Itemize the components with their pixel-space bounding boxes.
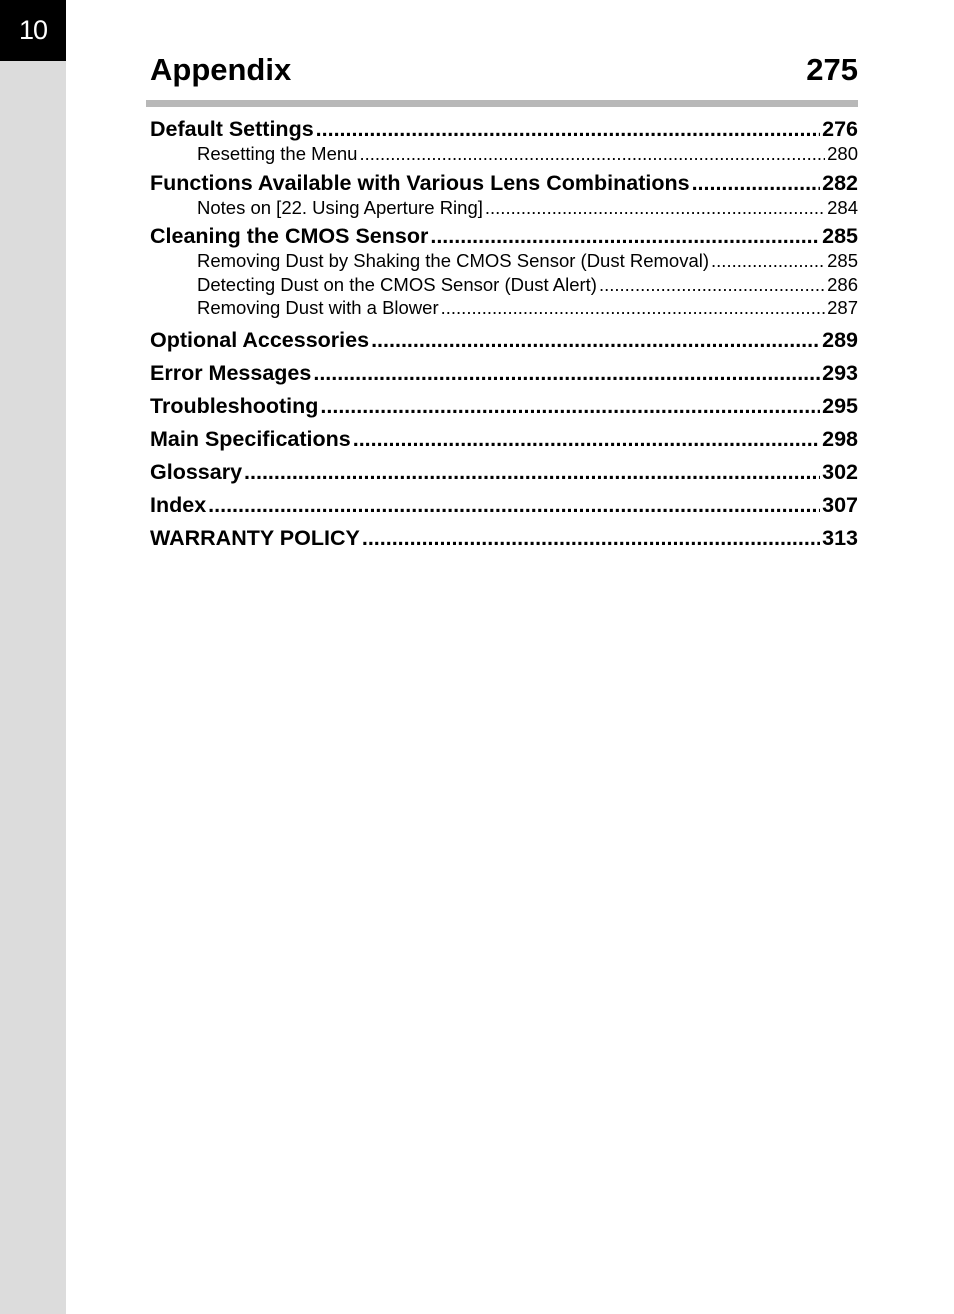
toc-entry-page: 289 <box>822 327 858 352</box>
toc-subentry-label: Removing Dust with a Blower <box>197 297 439 318</box>
toc-subentry-aperture-ring[interactable] <box>150 196 858 220</box>
section-header <box>150 52 858 92</box>
toc-entry-label: Optional Accessories <box>150 327 370 352</box>
toc-subentry-page: 286 <box>827 273 858 295</box>
toc-subentry-dust-removal[interactable] <box>150 249 858 273</box>
toc-entry-glossary[interactable] <box>150 459 858 485</box>
toc-entry-troubleshooting[interactable] <box>150 393 858 419</box>
toc-entry-optional-accessories[interactable] <box>150 327 858 353</box>
toc-subentry-label: Removing Dust by Shaking the CMOS Sensor (Dust Removal) <box>197 250 710 271</box>
dot-leader <box>353 426 820 452</box>
toc-entry-warranty-policy[interactable] <box>150 525 858 551</box>
toc-entry-label: Main Specifications <box>150 426 351 451</box>
toc-entry-label: Index <box>150 492 207 517</box>
dot-leader <box>711 249 825 273</box>
toc-entry-page: 293 <box>822 360 858 385</box>
table-of-contents <box>150 116 858 551</box>
toc-entry-lens-combinations[interactable] <box>150 170 858 196</box>
toc-entry-label: WARRANTY POLICY <box>150 525 360 550</box>
toc-entry-index[interactable] <box>150 492 858 518</box>
dot-leader <box>313 360 820 386</box>
toc-entry-page: 307 <box>822 492 858 517</box>
toc-subentry-label: Resetting the Menu <box>197 143 358 164</box>
toc-entry-label: Error Messages <box>150 360 312 385</box>
dot-leader <box>692 170 821 196</box>
toc-subentry-resetting-menu[interactable] <box>150 142 858 166</box>
dot-leader <box>430 223 820 249</box>
dot-leader <box>208 492 820 518</box>
dot-leader <box>599 273 825 297</box>
toc-entry-label: Troubleshooting <box>150 393 319 418</box>
dot-leader <box>371 327 820 353</box>
dot-leader <box>316 116 820 142</box>
toc-entry-page: 276 <box>822 117 858 141</box>
toc-entry-label: Cleaning the CMOS Sensor <box>150 224 429 248</box>
toc-entry-main-specifications[interactable] <box>150 426 858 452</box>
toc-entry-label: Functions Available with Various Lens Combinations <box>150 170 690 195</box>
toc-entry-page: 313 <box>822 525 858 550</box>
dot-leader <box>320 393 820 419</box>
section-page-number: 275 <box>806 52 858 87</box>
toc-subentry-dust-alert[interactable] <box>150 273 858 297</box>
toc-entry-label: Default Settings <box>150 117 314 141</box>
toc-subentry-page: 280 <box>827 143 858 164</box>
dot-leader <box>362 525 820 551</box>
dot-leader <box>441 296 826 320</box>
toc-entry-page: 282 <box>822 170 858 195</box>
toc-entry-page: 302 <box>822 459 858 484</box>
toc-subentry-page: 284 <box>827 196 858 218</box>
toc-entry-page: 298 <box>822 426 858 451</box>
toc-subentry-label: Detecting Dust on the CMOS Sensor (Dust Alert) <box>197 273 597 295</box>
toc-entry-error-messages[interactable] <box>150 360 858 386</box>
dot-leader <box>244 459 820 485</box>
toc-entry-cleaning-sensor[interactable] <box>150 223 858 249</box>
header-rule <box>146 100 858 107</box>
toc-entry-label: Glossary <box>150 459 243 484</box>
section-title: Appendix <box>150 52 292 87</box>
toc-subentry-label: Notes on [22. Using Aperture Ring] <box>197 196 483 218</box>
toc-subentry-page: 285 <box>827 250 858 271</box>
toc-subentry-page: 287 <box>827 297 858 318</box>
side-margin-strip <box>0 0 66 1314</box>
dot-leader <box>485 196 825 220</box>
toc-subentry-blower[interactable] <box>150 296 858 320</box>
toc-entry-page: 285 <box>822 224 858 248</box>
page-number-tab: 10 <box>0 0 66 61</box>
toc-entry-page: 295 <box>822 393 858 418</box>
toc-entry-default-settings[interactable] <box>150 116 858 142</box>
dot-leader <box>359 142 825 166</box>
